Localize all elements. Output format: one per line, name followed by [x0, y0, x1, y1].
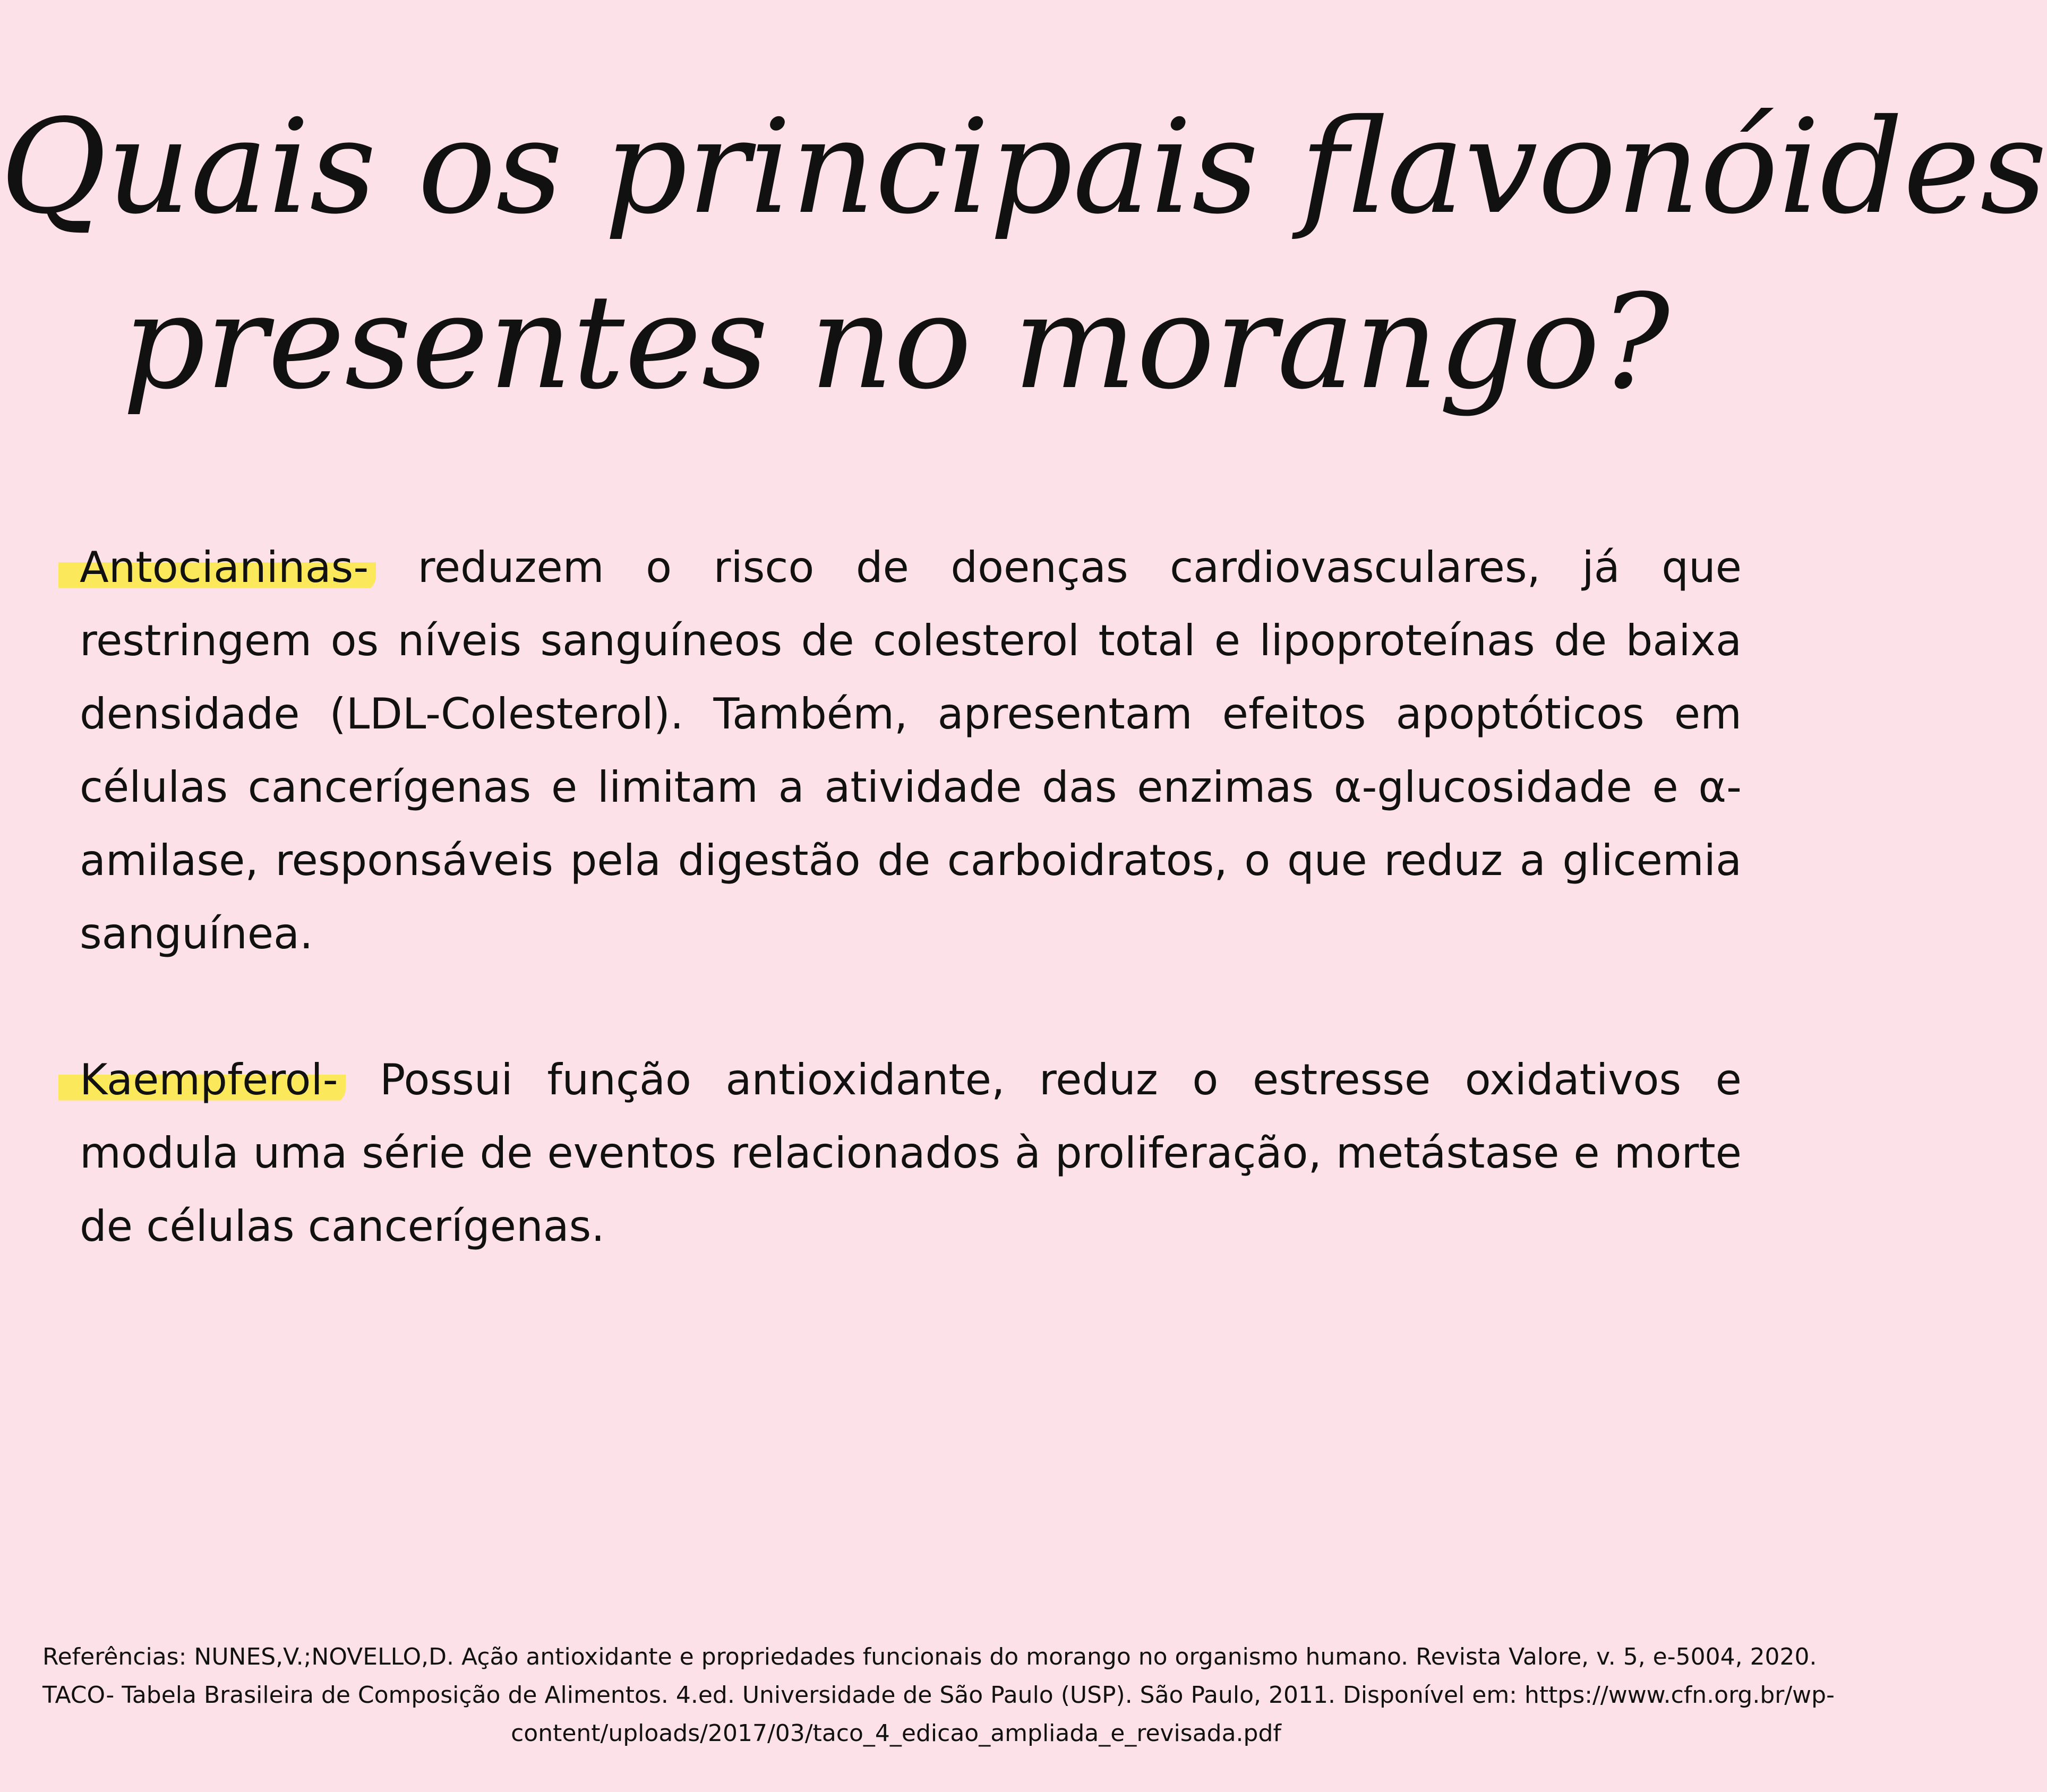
kaempferol-term-highlight: Kaempferol- — [58, 1055, 346, 1104]
kaempferol-description: Possui função antioxidante, reduz o estresse oxidativos e modula uma série de eventos relacionados à proliferação, metástase e morte de células cancerígenas. — [80, 1055, 1742, 1251]
reference-line-1: Referências: NUNES,V.;NOVELLO,D. Ação antioxidante e propriedades funcionais do morango no organismo humano. Revista Valore, v. 5, e-5004, 2020. — [42, 1643, 1817, 1670]
reference-line-3: content/uploads/2017/03/taco_4_edicao_ampliada_e_revisada.pdf — [511, 1720, 1281, 1747]
antocianinas-description: reduzem o risco de doenças cardiovasculares, já que restringem os níveis sanguíneos de colesterol total e lipoproteínas de baixa densidade (LDL-Colesterol). Também, apresentam efeitos apoptóticos em células cancerígenas e limitam a atividade das enzimas α-glucosidade e α-amilase, responsáveis pela digestão de carboidratos, o que reduz a glicemia sanguínea. — [80, 543, 1742, 958]
antocianinas-paragraph — [80, 531, 1742, 971]
references — [42, 1638, 1835, 1753]
page-title — [0, 80, 2047, 430]
antocianinas-term-highlight: Antocianinas- — [58, 543, 376, 592]
title-line-1: Quais os principais flavonóides — [0, 91, 2047, 243]
reference-line-2: TACO- Tabela Brasileira de Composição de Alimentos. 4.ed. Universidade de São Paulo (USP). São Paulo, 2011. Disponível em: https://www.cfn.org.br/wp- — [42, 1682, 1835, 1709]
title-line-2: presentes no morango? — [122, 267, 1670, 418]
kaempferol-paragraph — [80, 1043, 1742, 1263]
